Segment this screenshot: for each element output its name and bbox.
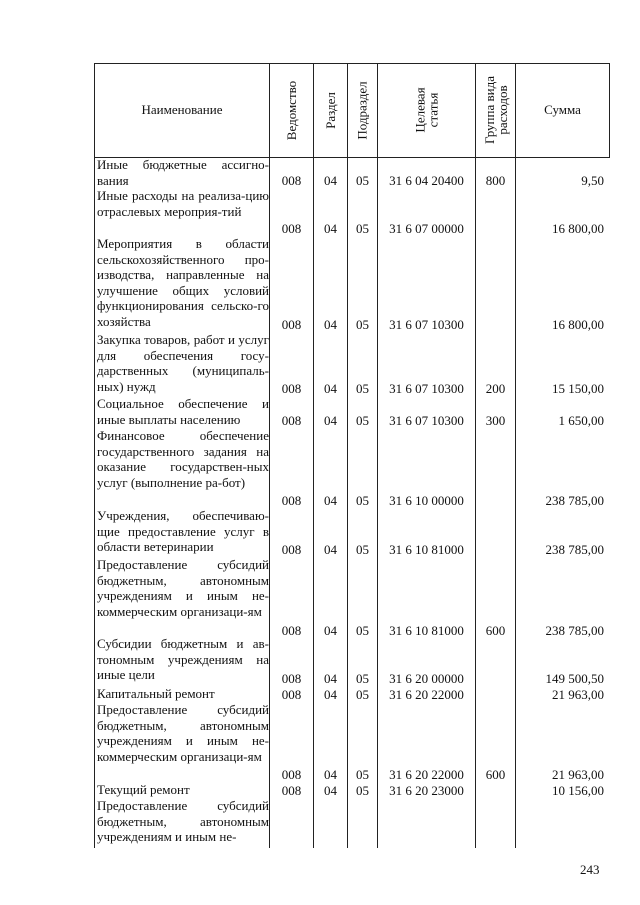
row-summa: 9,50 — [581, 172, 604, 188]
row-celevaya: 31 6 20 23000 — [389, 782, 464, 798]
row-celevaya: 31 6 07 10300 — [389, 316, 464, 332]
header-summa: Сумма — [544, 102, 581, 117]
row-razdel: 04 — [324, 670, 337, 686]
row-razdel: 04 — [324, 766, 337, 782]
row-vedomstvo: 008 — [281, 172, 302, 188]
table-row — [0, 702, 640, 782]
table-row — [0, 798, 640, 848]
row-razdel: 04 — [324, 412, 337, 428]
header-razdel-cell — [314, 63, 347, 157]
row-vedomstvo: 008 — [281, 622, 302, 638]
row-celevaya: 31 6 04 20400 — [389, 172, 464, 188]
table-row — [0, 157, 640, 188]
header-podrazdel-cell — [348, 63, 377, 157]
row-name: Социальное обеспечение и иные выплаты населению — [97, 396, 269, 427]
row-razdel: 04 — [324, 380, 337, 396]
row-name: Предоставление субсидий бюджетным, автономным учреждениям и иным не- — [97, 798, 269, 844]
row-vedomstvo: 008 — [281, 412, 302, 428]
header-gruppa-cell — [476, 63, 515, 157]
table-row — [0, 188, 640, 236]
table-row — [0, 686, 640, 702]
row-gruppa: 600 — [485, 622, 506, 638]
header-celevaya — [413, 87, 439, 132]
header-summa-cell — [516, 63, 609, 157]
row-razdel: 04 — [324, 492, 337, 508]
row-name: Субсидии бюджетным и ав-тономным учреждениям на иные цели — [97, 636, 269, 682]
row-razdel: 04 — [324, 622, 337, 638]
header-celevaya-line1: Целевая — [412, 87, 428, 133]
row-celevaya: 31 6 07 10300 — [389, 380, 464, 396]
row-vedomstvo: 008 — [281, 670, 302, 686]
row-summa: 21 963,00 — [552, 766, 604, 782]
row-razdel: 04 — [324, 782, 337, 798]
row-vedomstvo: 008 — [281, 492, 302, 508]
row-vedomstvo: 008 — [281, 686, 302, 702]
row-celevaya: 31 6 07 00000 — [389, 220, 464, 236]
header-vedomstvo: Ведомство — [284, 80, 299, 140]
row-vedomstvo: 008 — [281, 766, 302, 782]
table-row — [0, 636, 640, 686]
row-vedomstvo: 008 — [281, 380, 302, 396]
row-podrazdel: 05 — [356, 622, 369, 638]
row-name: Закупка товаров, работ и услуг для обеспечения госу-дарственных (муниципаль-ных) нужд — [97, 332, 269, 394]
header-gruppa-line1: Группа вида — [481, 76, 497, 144]
header-vedomstvo-cell — [270, 63, 313, 157]
row-celevaya: 31 6 10 81000 — [389, 541, 464, 557]
row-summa: 15 150,00 — [552, 380, 604, 396]
row-podrazdel: 05 — [356, 172, 369, 188]
row-summa: 16 800,00 — [552, 316, 604, 332]
row-celevaya: 31 6 20 00000 — [389, 670, 464, 686]
header-podrazdel: Подраздел — [355, 80, 371, 140]
header-razdel: Раздел — [323, 91, 338, 129]
table-row — [0, 428, 640, 508]
row-podrazdel: 05 — [356, 782, 369, 798]
row-razdel: 04 — [324, 686, 337, 702]
page-number: 243 — [580, 862, 600, 877]
row-razdel: 04 — [324, 172, 337, 188]
row-summa: 1 650,00 — [558, 412, 604, 428]
row-name: Иные бюджетные ассигно-вания — [97, 157, 269, 188]
header-celevaya-cell — [378, 63, 475, 157]
row-celevaya: 31 6 20 22000 — [389, 686, 464, 702]
row-podrazdel: 05 — [356, 686, 369, 702]
table-row — [0, 396, 640, 430]
row-razdel: 04 — [324, 316, 337, 332]
row-name: Мероприятия в области сельскохозяйственного про-изводства, направленные на улучшение общих условий функционирования сельско-го хозяйства — [97, 236, 269, 329]
row-razdel: 04 — [324, 220, 337, 236]
row-podrazdel: 05 — [356, 492, 369, 508]
header-gruppa — [483, 76, 509, 144]
row-podrazdel: 05 — [356, 380, 369, 396]
row-vedomstvo: 008 — [281, 316, 302, 332]
table-row — [0, 332, 640, 396]
row-summa: 149 500,50 — [545, 670, 604, 686]
row-summa: 238 785,00 — [545, 492, 604, 508]
table-row — [0, 508, 640, 557]
row-gruppa: 300 — [485, 412, 506, 428]
row-gruppa: 800 — [485, 172, 506, 188]
row-podrazdel: 05 — [356, 541, 369, 557]
row-vedomstvo: 008 — [281, 782, 302, 798]
row-summa: 238 785,00 — [545, 541, 604, 557]
row-summa: 238 785,00 — [545, 622, 604, 638]
row-summa: 21 963,00 — [552, 686, 604, 702]
row-celevaya: 31 6 10 81000 — [389, 622, 464, 638]
row-gruppa: 200 — [485, 380, 506, 396]
table-row — [0, 236, 640, 332]
row-name: Предоставление субсидий бюджетным, автономным учреждениям и иным не-коммерческим организаци-ям — [97, 702, 269, 764]
row-podrazdel: 05 — [356, 412, 369, 428]
row-vedomstvo: 008 — [281, 220, 302, 236]
row-summa: 16 800,00 — [552, 220, 604, 236]
header-gruppa-line2: расходов — [494, 85, 510, 135]
row-podrazdel: 05 — [356, 220, 369, 236]
row-gruppa: 600 — [485, 766, 506, 782]
header-name-cell — [95, 63, 269, 157]
row-summa: 10 156,00 — [552, 782, 604, 798]
row-celevaya: 31 6 20 22000 — [389, 766, 464, 782]
row-razdel: 04 — [324, 541, 337, 557]
row-podrazdel: 05 — [356, 670, 369, 686]
table-row — [0, 557, 640, 638]
header-name: Наименование — [141, 102, 223, 117]
table-right-border — [609, 63, 610, 157]
row-name: Текущий ремонт — [97, 782, 190, 797]
row-name: Финансовое обеспечение государственного задания на оказание государствен-ных услуг (выполнение ра-бот) — [97, 428, 269, 490]
table-row — [0, 782, 640, 798]
row-podrazdel: 05 — [356, 316, 369, 332]
row-name: Учреждения, обеспечиваю-щие предоставление услуг в области ветеринарии — [97, 508, 269, 554]
row-name: Иные расходы на реализа-цию отраслевых мероприя-тий — [97, 188, 269, 219]
row-celevaya: 31 6 10 00000 — [389, 492, 464, 508]
row-podrazdel: 05 — [356, 766, 369, 782]
row-name: Капитальный ремонт — [97, 686, 215, 701]
row-celevaya: 31 6 07 10300 — [389, 412, 464, 428]
row-vedomstvo: 008 — [281, 541, 302, 557]
row-name: Предоставление субсидий бюджетным, автономным учреждениям и иным не-коммерческим организаци-ям — [97, 557, 269, 619]
header-celevaya-line2: статья — [425, 92, 441, 128]
